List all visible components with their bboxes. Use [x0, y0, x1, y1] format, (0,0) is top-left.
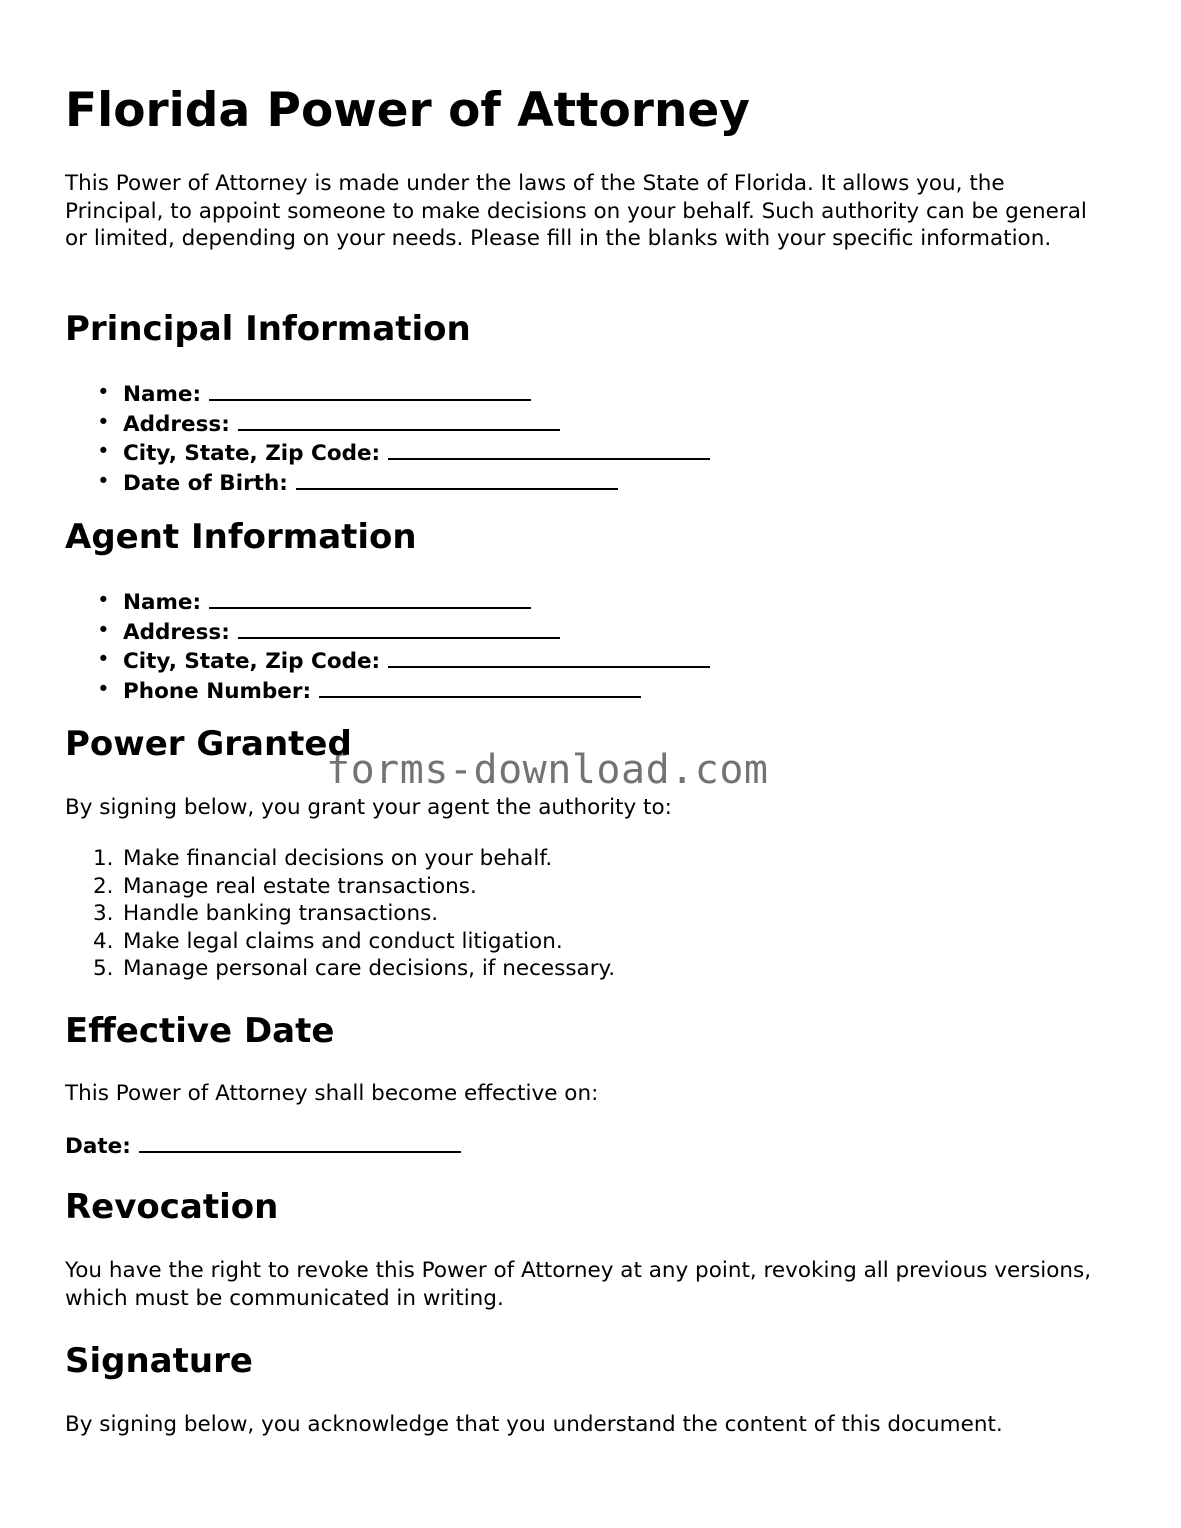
- agent-name-item: [65, 587, 710, 617]
- principal-dob-blank[interactable]: [296, 468, 618, 490]
- power-heading: Power Granted: [65, 724, 352, 764]
- power-item: 5. Manage personal care decisions, if necessary.: [93, 956, 616, 981]
- agent-name-label: Name:: [123, 590, 202, 615]
- effective-date-line: [65, 1131, 1105, 1161]
- power-item: 3. Handle banking transactions.: [93, 901, 439, 926]
- agent-address-item: [65, 617, 710, 647]
- agent-city-item: [65, 646, 710, 676]
- effective-date-blank[interactable]: [139, 1131, 461, 1153]
- agent-name-blank[interactable]: [209, 587, 531, 609]
- signature-text: By signing below, you acknowledge that you understand the content of this document.: [65, 1412, 1003, 1437]
- power-item-text: Manage personal care decisions, if necessary.: [123, 956, 616, 981]
- principal-dob-item: [65, 468, 710, 498]
- agent-phone-blank[interactable]: [319, 676, 641, 698]
- agent-address-blank[interactable]: [238, 617, 560, 639]
- power-item: 2. Manage real estate transactions.: [93, 873, 477, 899]
- principal-city-item: [65, 438, 710, 468]
- intro-paragraph: This Power of Attorney is made under the laws of the State of Florida. It allows you, the Principal, to appoint someone to make decisions on your behalf. Such authority can be general or limited, depending on your needs. Please fill in the blanks with your specific information.: [65, 171, 1087, 251]
- principal-name-blank[interactable]: [209, 379, 531, 401]
- principal-name-item: [65, 379, 710, 409]
- watermark: forms-download.com: [326, 747, 769, 793]
- principal-field-list: [65, 379, 710, 497]
- principal-name-label: Name:: [123, 382, 202, 407]
- power-item: 4. Make legal claims and conduct litigation.: [93, 928, 563, 954]
- principal-address-label: Address:: [123, 411, 230, 437]
- agent-heading: Agent Information: [65, 517, 417, 557]
- effective-text: This Power of Attorney shall become effective on:: [65, 1081, 599, 1106]
- principal-address-blank[interactable]: [238, 409, 560, 431]
- power-text: By signing below, you grant your agent the authority to:: [65, 795, 672, 820]
- principal-dob-label: Date of Birth:: [123, 470, 288, 496]
- power-list: [65, 845, 615, 983]
- power-item-text: Make legal claims and conduct litigation.: [123, 928, 563, 954]
- principal-city-blank[interactable]: [388, 438, 710, 460]
- agent-address-label: Address:: [123, 619, 230, 645]
- principal-heading: Principal Information: [65, 309, 471, 349]
- effective-heading: Effective Date: [65, 1011, 335, 1051]
- power-item: 1. Make financial decisions on your behalf.: [93, 846, 553, 871]
- power-item-text: Make financial decisions on your behalf.: [123, 846, 553, 871]
- agent-field-list: [65, 587, 710, 705]
- power-item-text: Handle banking transactions.: [123, 901, 439, 926]
- signature-heading: Signature: [65, 1341, 253, 1381]
- agent-city-blank[interactable]: [388, 646, 710, 668]
- page-title: Florida Power of Attorney: [65, 83, 750, 138]
- agent-city-label: City, State, Zip Code:: [123, 649, 381, 674]
- principal-address-item: [65, 409, 710, 439]
- power-item-text: Manage real estate transactions.: [123, 873, 477, 899]
- revocation-text: You have the right to revoke this Power of Attorney at any point, revoking all previous versions, which must be communicated in writing.: [65, 1258, 1092, 1311]
- effective-date-label: Date:: [65, 1134, 131, 1159]
- agent-phone-item: [65, 676, 710, 706]
- principal-city-label: City, State, Zip Code:: [123, 441, 381, 466]
- agent-phone-label: Phone Number:: [123, 678, 312, 704]
- revocation-heading: Revocation: [65, 1187, 279, 1227]
